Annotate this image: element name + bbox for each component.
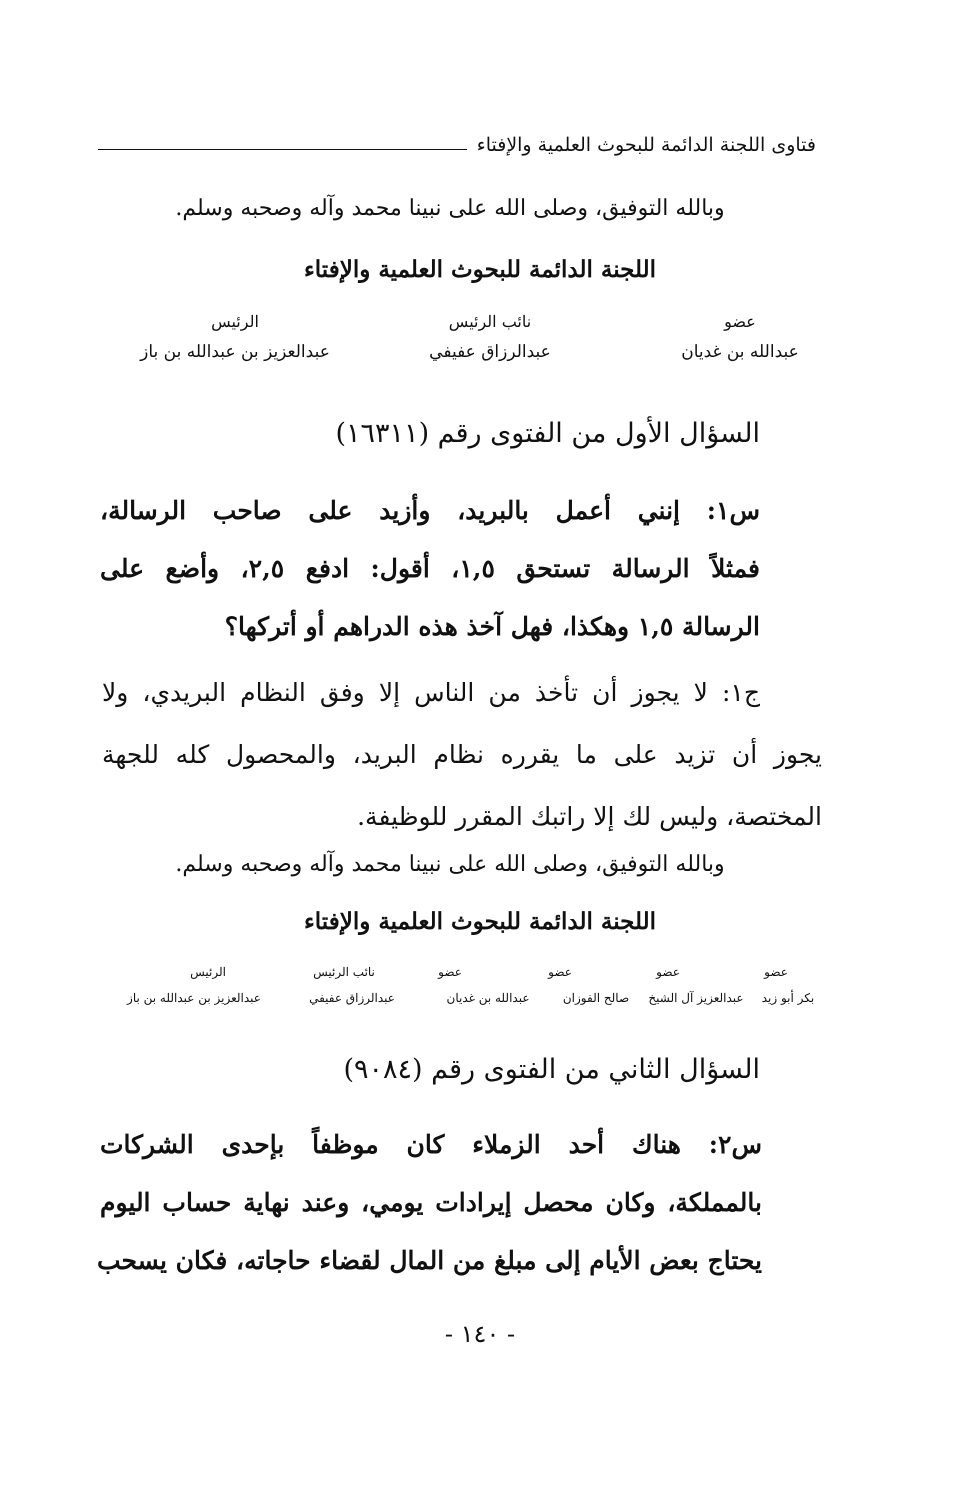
running-header — [98, 128, 816, 162]
running-header-title: فتاوى اللجنة الدائمة للبحوث العلمية والإفتاء — [476, 134, 816, 156]
question-line: س١: إنني أعمل بالبريد، وأزيد على صاحب الرسالة، — [100, 496, 760, 525]
fatwa-heading: السؤال الأول من الفتوى رقم (١٦٣١١) — [335, 418, 760, 449]
question-line: الرسالة ١,٥ وهكذا، فهل آخذ هذه الدراهم أو أتركها؟ — [224, 612, 760, 641]
answer-1 — [102, 662, 822, 848]
signatory-names-row — [96, 988, 824, 1008]
signatories-block — [100, 306, 800, 366]
header-rule — [98, 149, 467, 150]
signatory-name: عبدالعزيز بن عبدالله بن باز — [140, 342, 330, 362]
signatory-role: نائب الرئيس — [313, 965, 375, 979]
question-line: س٢: هناك أحد الزملاء كان موظفاً بإحدى الشركات — [100, 1130, 762, 1159]
signatory-name: عبدالله بن غديان — [681, 342, 799, 362]
closing-formula: وبالله التوفيق، وصلى الله على نبينا محمد وآله وصحبه وسلم. — [175, 852, 725, 877]
signatory — [370, 306, 610, 366]
committee-title: اللجنة الدائمة للبحوث العلمية والإفتاء — [303, 256, 657, 283]
answer-line: يجوز أن تزيد على ما يقرره نظام البريد، والمحصول كله للجهة — [102, 740, 822, 769]
signatory — [115, 306, 355, 366]
question-line: بالمملكة، وكان محصل إيرادات يومي، وعند نهاية حساب اليوم — [100, 1188, 762, 1217]
fatwa-heading: السؤال الثاني من الفتوى رقم (٩٠٨٤) — [343, 1054, 760, 1085]
signatory-name: عبدالعزيز آل الشيخ — [648, 991, 744, 1005]
page-number: - ١٤٠ - — [444, 1320, 516, 1348]
signatories-block — [96, 962, 824, 1012]
signatory-role: نائب الرئيس — [448, 312, 532, 331]
signatory-name: صالح الفوزان — [562, 991, 630, 1005]
signatory-roles-row — [96, 962, 824, 982]
closing-formula: وبالله التوفيق، وصلى الله على نبينا محمد وآله وصحبه وسلم. — [175, 196, 725, 221]
signatory-role: عضو — [764, 965, 788, 979]
question-2 — [96, 1116, 762, 1290]
signatory-role: عضو — [724, 312, 756, 331]
committee-title: اللجنة الدائمة للبحوث العلمية والإفتاء — [303, 908, 657, 935]
signatory-role: الرئيس — [211, 312, 259, 331]
question-line: يحتاج بعض الأيام إلى مبلغ من المال لقضاء حاجاته، فكان يسحب — [96, 1246, 762, 1275]
signatory-name: عبدالعزيز بن عبدالله بن باز — [127, 991, 261, 1005]
question-line: فمثلاً الرسالة تستحق ١,٥، أقول: ادفع ٢,٥، وأضع على — [100, 554, 760, 583]
signatory-role: الرئيس — [190, 965, 226, 979]
signatory-role: عضو — [548, 965, 572, 979]
signatory-name: بكر أبو زيد — [761, 991, 815, 1005]
answer-line: المختصة، وليس لك إلا راتبك المقرر للوظيفة. — [357, 802, 822, 831]
signatory-name: عبدالرزاق عفيفي — [429, 342, 551, 362]
signatory-role: عضو — [656, 965, 680, 979]
signatory — [620, 306, 860, 366]
question-1 — [100, 482, 760, 656]
signatory-name: عبدالرزاق عفيفي — [309, 991, 395, 1005]
signatory-role: عضو — [438, 965, 462, 979]
answer-line: ج١: لا يجوز أن تأخذ من الناس إلا وفق النظام البريدي، ولا — [102, 678, 760, 707]
signatory-name: عبدالله بن غديان — [446, 991, 530, 1005]
